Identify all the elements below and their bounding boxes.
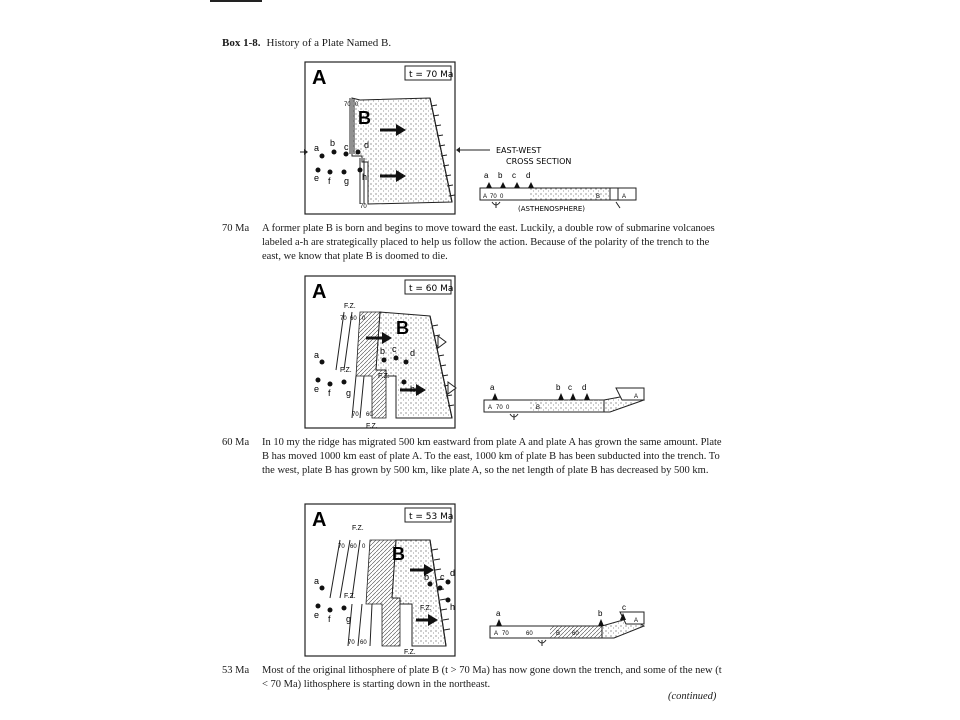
svg-text:60: 60 [526,631,533,637]
cross-section [484,383,644,420]
svg-text:70: 70 [352,412,359,418]
svg-text:70: 70 [502,631,509,637]
caption-text: A former plate B is born and begins to move toward the east. Luckily, a double row of submarine volcanoes labeled a-h are strategically placed to help us follow the action. Because of the polarity of the trench to the east, we know that plate B is doomed to die. [262,223,715,262]
svg-text:F.Z.: F.Z. [366,423,378,430]
figure-70-ma [300,58,660,218]
page-top-rule [210,0,262,2]
svg-text:70: 70 [348,640,355,646]
cross-section-title: EAST-WEST [496,146,542,155]
svg-text:0: 0 [500,194,504,200]
svg-text:c: c [512,171,516,180]
svg-text:F.Z.: F.Z. [404,649,416,656]
svg-text:c: c [440,572,445,582]
svg-text:d: d [410,348,416,358]
svg-text:c: c [568,383,572,392]
svg-text:f: f [328,176,331,186]
svg-text:0: 0 [362,316,366,322]
svg-text:b: b [424,572,430,582]
svg-text:A: A [622,194,627,200]
svg-text:c: c [392,344,397,354]
svg-text:b: b [380,346,386,356]
svg-text:60: 60 [350,316,357,322]
svg-text:b: b [598,609,603,618]
svg-text:g: g [344,176,350,186]
svg-text:B: B [596,194,601,200]
cross-section-subtitle: CROSS SECTION [506,157,572,166]
svg-text:60: 60 [366,412,373,418]
plate-a-label: A [312,67,327,89]
cross-section [490,603,644,646]
svg-text:h: h [362,172,368,182]
svg-text:70: 70 [344,102,351,108]
svg-text:F.Z.: F.Z. [352,525,364,532]
svg-text:60: 60 [360,640,367,646]
svg-text:g: g [346,388,352,398]
time-label: t = 53 Ma [409,512,454,522]
svg-text:g: g [346,614,352,624]
figure-60-ma [300,272,660,432]
svg-text:0: 0 [506,405,510,411]
svg-text:A: A [483,194,488,200]
svg-text:e: e [314,173,320,183]
svg-text:70: 70 [340,316,347,322]
plate-b-label: B [358,108,371,128]
svg-text:c: c [344,142,349,152]
svg-text:60: 60 [350,544,357,550]
plate-b-label: B [396,318,409,338]
svg-text:F.Z.: F.Z. [378,373,390,380]
svg-text:a: a [496,609,501,618]
caption-text: In 10 my the ridge has migrated 500 km eastward from plate A and plate A has grown the same amount. Plate B has moved 1000 km east of plate A. To the east, 1000 km of plate B has been subducted into the trench. To the west, plate B has grown by 500 km, like plate A, so the net length of plate B has decreased by 500 km. [262,437,722,476]
plate-b-label: B [392,544,405,564]
box-heading: History of a Plate Named B. [266,37,392,49]
svg-text:d: d [364,140,370,150]
svg-text:h: h [450,602,456,612]
svg-text:F.Z.: F.Z. [340,367,352,374]
svg-text:70: 70 [338,544,345,550]
continued-note: (continued) [668,691,717,702]
svg-text:a: a [484,171,489,180]
caption-text: Most of the original lithosphere of plate B (t > 70 Ma) has now gone down the trench, and some of the new (t < 70 Ma) lithosphere is starting down in the northeast. [262,665,722,690]
svg-text:b: b [330,138,336,148]
svg-text:c: c [622,603,626,612]
svg-text:d: d [582,383,587,392]
svg-text:B: B [556,631,561,637]
svg-text:f: f [328,388,331,398]
caption-time: 70 Ma [222,223,250,234]
svg-text:60: 60 [572,631,579,637]
figure-53-ma [300,500,660,660]
cross-section [480,171,636,213]
svg-text:(ASTHENOSPHERE): (ASTHENOSPHERE) [518,205,586,213]
svg-text:A: A [634,618,639,624]
box-title [222,37,391,49]
time-label: t = 60 Ma [409,284,454,294]
plate-a-label: A [312,281,327,303]
svg-text:70: 70 [496,405,503,411]
svg-text:a: a [490,383,495,392]
svg-text:b: b [556,383,561,392]
svg-text:a: a [314,143,320,153]
svg-text:A: A [634,394,639,400]
svg-text:h: h [410,384,416,394]
svg-text:a: a [314,350,320,360]
caption-time: 60 Ma [222,437,250,448]
svg-text:0: 0 [362,544,366,550]
svg-text:A: A [488,405,493,411]
svg-text:A: A [494,631,499,637]
time-label: t = 70 Ma [409,70,454,80]
svg-text:0: 0 [355,102,359,108]
svg-text:70: 70 [490,194,497,200]
caption-time: 53 Ma [222,665,250,676]
svg-text:F.Z.: F.Z. [420,605,432,612]
svg-text:B: B [536,405,541,411]
svg-text:a: a [314,576,320,586]
svg-text:f: f [328,614,331,624]
svg-text:e: e [314,610,320,620]
svg-text:70: 70 [360,204,367,210]
svg-text:d: d [526,171,531,180]
svg-text:F.Z.: F.Z. [344,303,356,310]
svg-text:d: d [450,568,456,578]
svg-text:e: e [314,384,320,394]
plate-a-label: A [312,509,327,531]
svg-text:b: b [498,171,503,180]
svg-text:F.Z.: F.Z. [344,593,356,600]
box-number: Box 1-8. [222,37,261,49]
